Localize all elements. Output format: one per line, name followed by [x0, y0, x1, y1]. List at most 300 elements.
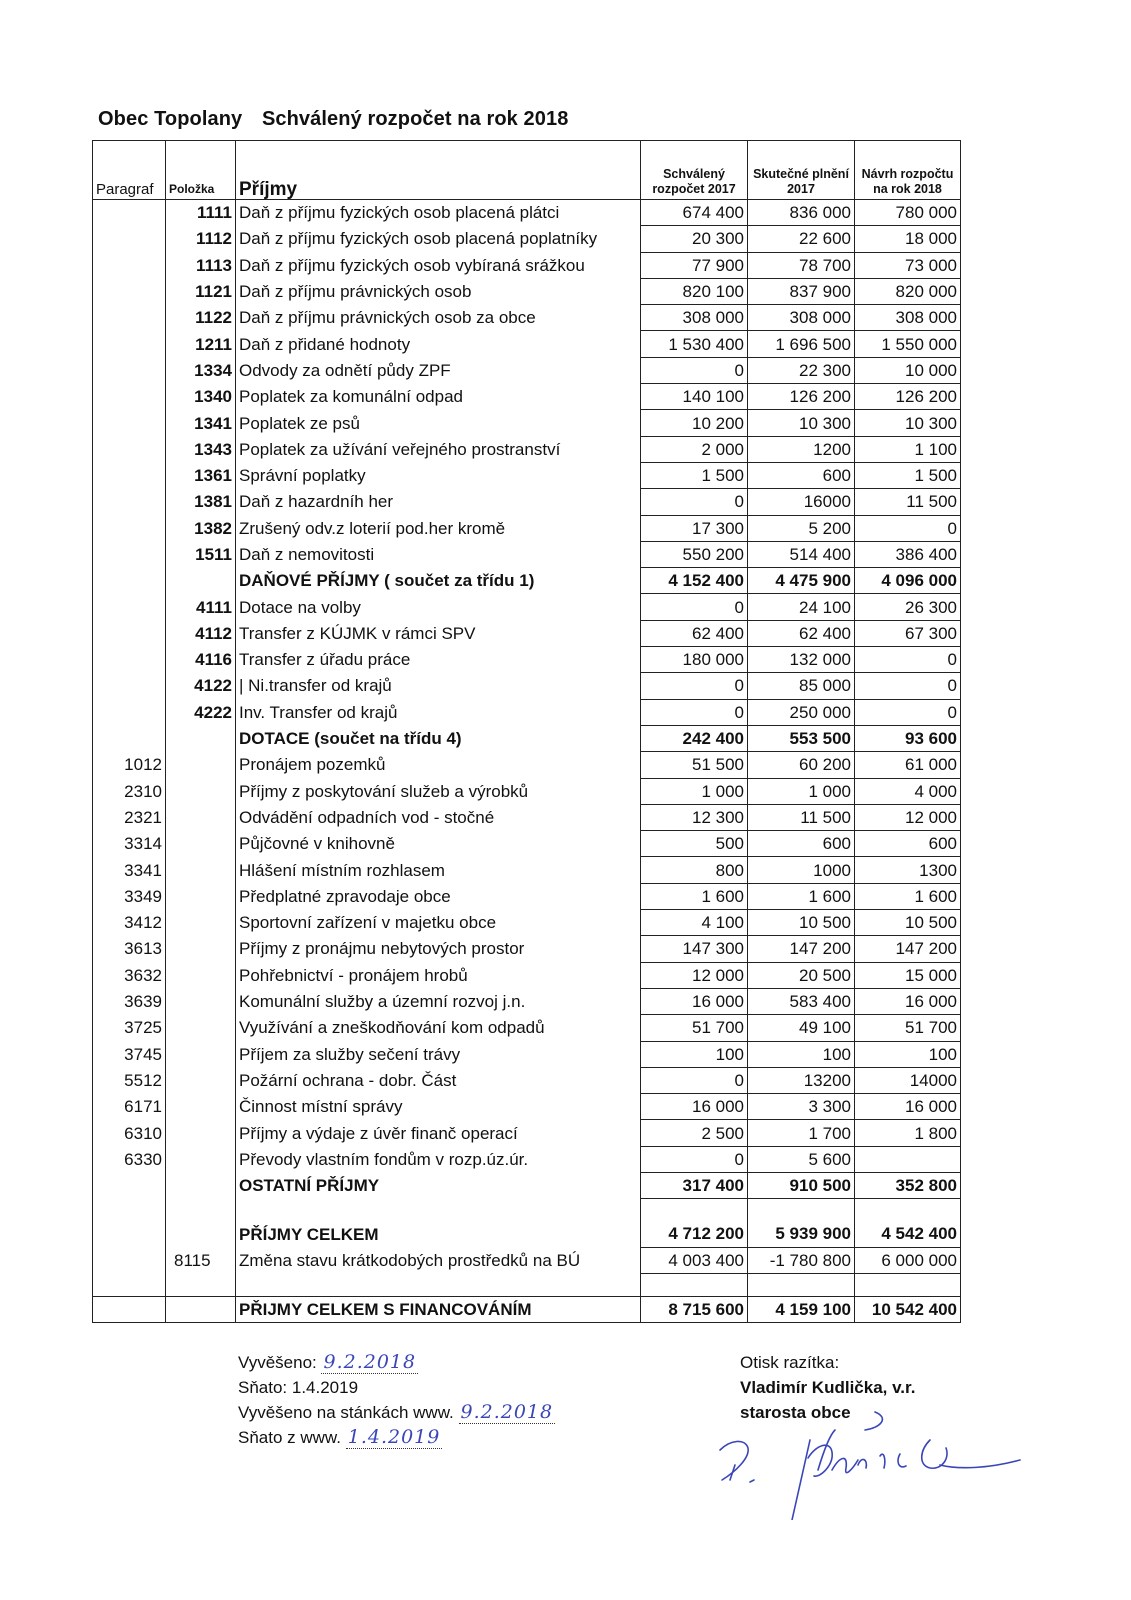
- row-value-2018: 386 400: [855, 541, 961, 567]
- removed-web-line: [238, 1425, 555, 1450]
- row-paragraf: 3613: [93, 936, 166, 962]
- row-name: Odvody za odnětí půdy ZPF: [236, 357, 641, 383]
- row-value-actual-2017: 10 500: [748, 910, 855, 936]
- header-prijmy: Příjmy: [236, 141, 641, 200]
- row-paragraf: [93, 384, 166, 410]
- row-polozka: 4122: [166, 673, 236, 699]
- row-polozka: [166, 988, 236, 1014]
- row-value-2018: 352 800: [855, 1172, 961, 1198]
- row-paragraf: [93, 305, 166, 331]
- row-value-2017: 0: [641, 1067, 748, 1093]
- row-value-actual-2017: 147 200: [748, 936, 855, 962]
- row-name: Převody vlastním fondům v rozp.úz.úr.: [236, 1146, 641, 1172]
- row-paragraf: 3341: [93, 857, 166, 883]
- row-value-actual-2017: 126 200: [748, 384, 855, 410]
- row-name: Příjmy a výdaje z úvěr finanč operací: [236, 1120, 641, 1146]
- row-value-actual-2017: 78 700: [748, 252, 855, 278]
- grand-total-actual-2017: 4 159 100: [748, 1296, 855, 1322]
- row-paragraf: 2310: [93, 778, 166, 804]
- row-polozka: [166, 1015, 236, 1041]
- table-row: [93, 1120, 961, 1146]
- row-name: Transfer z úřadu práce: [236, 647, 641, 673]
- totals-body: [93, 1199, 961, 1323]
- table-row: [93, 857, 961, 883]
- row-value-2017: 16 000: [641, 1094, 748, 1120]
- row-value-actual-2017: 16000: [748, 489, 855, 515]
- row-polozka: [166, 962, 236, 988]
- header-schvaleny-2017: Schválený rozpočet 2017: [641, 141, 748, 200]
- row-paragraf: [93, 699, 166, 725]
- row-value-actual-2017: 1 000: [748, 778, 855, 804]
- total-label: PŘÍJMY CELKEM: [236, 1221, 641, 1247]
- row-name: Správní poplatky: [236, 462, 641, 488]
- row-name: Komunální služby a územní rozvoj j.n.: [236, 988, 641, 1014]
- row-value-actual-2017: 24 100: [748, 594, 855, 620]
- row-value-2017: 308 000: [641, 305, 748, 331]
- row-name: DAŇOVÉ PŘÍJMY ( součet za třídu 1): [236, 568, 641, 594]
- removed-line: Sňato: 1.4.2019: [238, 1378, 359, 1397]
- row-name: Požární ochrana - dobr. Část: [236, 1067, 641, 1093]
- row-value-2017: 1 000: [641, 778, 748, 804]
- row-value-2018: 16 000: [855, 988, 961, 1014]
- total-value-actual-2017: 5 939 900: [748, 1221, 855, 1247]
- budget-table: [92, 140, 961, 1323]
- row-polozka: [166, 804, 236, 830]
- row-paragraf: 1012: [93, 752, 166, 778]
- row-value-2017: 17 300: [641, 515, 748, 541]
- row-value-actual-2017: 5 200: [748, 515, 855, 541]
- removed-web-date-handwritten: 1.4.2019: [347, 1426, 441, 1448]
- table-row: [93, 699, 961, 725]
- row-polozka: 1341: [166, 410, 236, 436]
- row-polozka: [166, 910, 236, 936]
- row-name: | Ni.transfer od krajů: [236, 673, 641, 699]
- row-value-2018: 14000: [855, 1067, 961, 1093]
- row-polozka: [166, 936, 236, 962]
- row-value-actual-2017: 250 000: [748, 699, 855, 725]
- grand-total-row: [93, 1296, 961, 1322]
- posted-date-handwritten: 9.2.2018: [323, 1351, 417, 1373]
- row-polozka: 1511: [166, 541, 236, 567]
- row-value-2017: 0: [641, 673, 748, 699]
- row-polozka: 4112: [166, 620, 236, 646]
- removed-web-label: Sňato z www.: [238, 1428, 341, 1447]
- row-value-actual-2017: 100: [748, 1041, 855, 1067]
- mayor-title: starosta obce: [740, 1403, 851, 1422]
- row-value-2017: 100: [641, 1041, 748, 1067]
- row-value-2017: 0: [641, 699, 748, 725]
- row-name: Příjem za služby sečení trávy: [236, 1041, 641, 1067]
- table-row: [93, 278, 961, 304]
- row-value-2017: 0: [641, 489, 748, 515]
- row-value-2017: 242 400: [641, 725, 748, 751]
- stamp-label: Otisk razítka:: [740, 1353, 840, 1372]
- row-paragraf: 2321: [93, 804, 166, 830]
- row-value-2018: 126 200: [855, 384, 961, 410]
- row-paragraf: [93, 515, 166, 541]
- row-name: Hlášení místním rozhlasem: [236, 857, 641, 883]
- table-row: [93, 489, 961, 515]
- grand-total-label: PŘIJMY CELKEM S FINANCOVÁNÍM: [236, 1296, 641, 1322]
- table-row: [93, 226, 961, 252]
- row-value-2017: 180 000: [641, 647, 748, 673]
- row-paragraf: [93, 436, 166, 462]
- row-name: Poplatek ze psů: [236, 410, 641, 436]
- row-paragraf: [93, 410, 166, 436]
- change-value-2018: 6 000 000: [855, 1247, 961, 1273]
- row-polozka: [166, 1067, 236, 1093]
- row-paragraf: [93, 331, 166, 357]
- row-value-2018: 600: [855, 831, 961, 857]
- table-row: [93, 988, 961, 1014]
- row-name: Půjčovné v knihovně: [236, 831, 641, 857]
- row-paragraf: 3632: [93, 962, 166, 988]
- document-title: [98, 108, 582, 131]
- row-paragraf: [93, 252, 166, 278]
- budget-title: Schválený rozpočet na rok 2018: [261, 108, 569, 130]
- row-paragraf: 5512: [93, 1067, 166, 1093]
- row-polozka: 1361: [166, 462, 236, 488]
- handwritten-signature: [690, 1410, 1030, 1520]
- row-name: Daň z příjmu fyzických osob placená plátci: [236, 200, 641, 226]
- row-value-actual-2017: 4 475 900: [748, 568, 855, 594]
- table-row: [93, 568, 961, 594]
- row-polozka: 1113: [166, 252, 236, 278]
- table-row: [93, 620, 961, 646]
- table-row: [93, 936, 961, 962]
- row-value-2017: 12 300: [641, 804, 748, 830]
- row-polozka: [166, 1172, 236, 1198]
- row-name: Dotace na volby: [236, 594, 641, 620]
- posted-web-line: [238, 1400, 555, 1425]
- row-value-2018: 0: [855, 699, 961, 725]
- row-name: OSTATNÍ PŘÍJMY: [236, 1172, 641, 1198]
- total-row: [93, 1221, 961, 1247]
- row-value-2018: 0: [855, 647, 961, 673]
- grand-total-2018: 10 542 400: [855, 1296, 961, 1322]
- table-row: [93, 673, 961, 699]
- header-paragraf: Paragraf: [93, 141, 166, 200]
- row-value-2017: 2 000: [641, 436, 748, 462]
- municipality-name: Obec Topolany: [98, 108, 243, 130]
- row-value-2018: 0: [855, 673, 961, 699]
- row-value-2017: 317 400: [641, 1172, 748, 1198]
- row-value-2017: 1 600: [641, 883, 748, 909]
- row-polozka: [166, 752, 236, 778]
- row-paragraf: [93, 226, 166, 252]
- table-row: [93, 357, 961, 383]
- row-value-actual-2017: 553 500: [748, 725, 855, 751]
- row-value-2017: 800: [641, 857, 748, 883]
- row-polozka: 1121: [166, 278, 236, 304]
- row-paragraf: 3349: [93, 883, 166, 909]
- row-value-actual-2017: 837 900: [748, 278, 855, 304]
- row-value-2018: 10 300: [855, 410, 961, 436]
- row-paragraf: 3314: [93, 831, 166, 857]
- row-value-2018: 16 000: [855, 1094, 961, 1120]
- row-value-2017: 674 400: [641, 200, 748, 226]
- row-polozka: [166, 1041, 236, 1067]
- row-name: Činnost místní správy: [236, 1094, 641, 1120]
- total-value-2018: 4 542 400: [855, 1221, 961, 1247]
- row-value-2018: 780 000: [855, 200, 961, 226]
- row-polozka: 1382: [166, 515, 236, 541]
- table-body: [93, 200, 961, 1199]
- table-row: [93, 515, 961, 541]
- row-value-actual-2017: 600: [748, 462, 855, 488]
- row-value-actual-2017: 20 500: [748, 962, 855, 988]
- table-row: [93, 1094, 961, 1120]
- row-name: Daň z přidané hodnoty: [236, 331, 641, 357]
- row-value-2017: 0: [641, 594, 748, 620]
- row-value-2017: 77 900: [641, 252, 748, 278]
- table-row: [93, 962, 961, 988]
- row-value-actual-2017: 514 400: [748, 541, 855, 567]
- row-value-2017: 500: [641, 831, 748, 857]
- row-value-2018: 308 000: [855, 305, 961, 331]
- row-paragraf: [93, 200, 166, 226]
- row-value-2018: 147 200: [855, 936, 961, 962]
- row-name: Inv. Transfer od krajů: [236, 699, 641, 725]
- row-value-2018: 18 000: [855, 226, 961, 252]
- row-paragraf: 3412: [93, 910, 166, 936]
- row-value-2017: 62 400: [641, 620, 748, 646]
- row-value-actual-2017: 132 000: [748, 647, 855, 673]
- row-paragraf: 6171: [93, 1094, 166, 1120]
- row-name: Daň z hazardníh her: [236, 489, 641, 515]
- row-name: Příjmy z pronájmu nebytových prostor: [236, 936, 641, 962]
- row-value-actual-2017: 1200: [748, 436, 855, 462]
- row-polozka: 4222: [166, 699, 236, 725]
- change-row: [93, 1247, 961, 1273]
- row-paragraf: [93, 357, 166, 383]
- table-row: [93, 1015, 961, 1041]
- table-row: [93, 804, 961, 830]
- row-value-2017: 4 100: [641, 910, 748, 936]
- row-value-2018: 10 000: [855, 357, 961, 383]
- table-row: [93, 1172, 961, 1198]
- row-value-2018: 100: [855, 1041, 961, 1067]
- posted-label: Vyvěšeno:: [238, 1353, 317, 1372]
- row-value-actual-2017: 583 400: [748, 988, 855, 1014]
- row-paragraf: [93, 594, 166, 620]
- row-value-2017: 20 300: [641, 226, 748, 252]
- row-name: Poplatek za komunální odpad: [236, 384, 641, 410]
- row-value-2017: 550 200: [641, 541, 748, 567]
- table-row: [93, 200, 961, 226]
- row-polozka: [166, 1146, 236, 1172]
- row-name: Příjmy z poskytování služeb a výrobků: [236, 778, 641, 804]
- table-row: [93, 252, 961, 278]
- row-paragraf: 6310: [93, 1120, 166, 1146]
- row-name: Předplatné zpravodaje obce: [236, 883, 641, 909]
- row-polozka: 1381: [166, 489, 236, 515]
- row-value-actual-2017: 3 300: [748, 1094, 855, 1120]
- row-value-actual-2017: 1 696 500: [748, 331, 855, 357]
- row-paragraf: [93, 278, 166, 304]
- row-polozka: [166, 1094, 236, 1120]
- row-value-actual-2017: 600: [748, 831, 855, 857]
- mayor-name: Vladimír Kudlička, v.r.: [740, 1378, 916, 1397]
- row-value-2017: 2 500: [641, 1120, 748, 1146]
- row-value-actual-2017: 11 500: [748, 804, 855, 830]
- row-value-2017: 4 152 400: [641, 568, 748, 594]
- row-value-2017: 12 000: [641, 962, 748, 988]
- row-value-2018: 15 000: [855, 962, 961, 988]
- row-paragraf: [93, 1172, 166, 1198]
- row-value-2017: 51 700: [641, 1015, 748, 1041]
- row-value-2017: 140 100: [641, 384, 748, 410]
- row-value-actual-2017: 10 300: [748, 410, 855, 436]
- row-value-2017: 147 300: [641, 936, 748, 962]
- row-value-2017: 0: [641, 1146, 748, 1172]
- table-header: [93, 141, 961, 200]
- row-paragraf: 3639: [93, 988, 166, 1014]
- row-name: Daň z příjmu právnických osob za obce: [236, 305, 641, 331]
- row-polozka: 1343: [166, 436, 236, 462]
- row-value-2018: 1300: [855, 857, 961, 883]
- header-navrh-2018: Návrh rozpočtu na rok 2018: [855, 141, 961, 200]
- row-paragraf: [93, 725, 166, 751]
- header-skutecne-2017: Skutečné plnění 2017: [748, 141, 855, 200]
- row-polozka: 4111: [166, 594, 236, 620]
- row-value-actual-2017: 1 600: [748, 883, 855, 909]
- row-name: Pohřebnictví - pronájem hrobů: [236, 962, 641, 988]
- row-value-actual-2017: 836 000: [748, 200, 855, 226]
- row-paragraf: [93, 647, 166, 673]
- row-value-actual-2017: 60 200: [748, 752, 855, 778]
- row-paragraf: 3745: [93, 1041, 166, 1067]
- row-value-2017: 1 500: [641, 462, 748, 488]
- row-name: Zrušený odv.z loterií pod.her kromě: [236, 515, 641, 541]
- row-value-actual-2017: 1 700: [748, 1120, 855, 1146]
- table-row: [93, 752, 961, 778]
- row-value-actual-2017: 22 600: [748, 226, 855, 252]
- table-row: [93, 410, 961, 436]
- row-polozka: 1211: [166, 331, 236, 357]
- posted-web-label: Vyvěšeno na stánkách www.: [238, 1403, 454, 1422]
- row-name: Daň z příjmu fyzických osob vybíraná srážkou: [236, 252, 641, 278]
- row-name: Sportovní zařízení v majetku obce: [236, 910, 641, 936]
- change-polozka: 8115: [166, 1247, 236, 1273]
- row-value-actual-2017: 5 600: [748, 1146, 855, 1172]
- row-value-2018: 1 600: [855, 883, 961, 909]
- spacer-row: [93, 1199, 961, 1222]
- row-paragraf: [93, 462, 166, 488]
- row-value-actual-2017: 62 400: [748, 620, 855, 646]
- row-value-2018: 1 100: [855, 436, 961, 462]
- table-row: [93, 462, 961, 488]
- posted-line: [238, 1350, 555, 1375]
- row-name: Odvádění odpadních vod - stočné: [236, 804, 641, 830]
- row-polozka: [166, 857, 236, 883]
- row-value-2017: 16 000: [641, 988, 748, 1014]
- row-value-2018: 4 000: [855, 778, 961, 804]
- row-value-2018: 1 800: [855, 1120, 961, 1146]
- row-value-2017: 820 100: [641, 278, 748, 304]
- row-value-2018: 93 600: [855, 725, 961, 751]
- table-row: [93, 778, 961, 804]
- row-polozka: [166, 778, 236, 804]
- row-polozka: 1334: [166, 357, 236, 383]
- row-name: Využívání a zneškodňování kom odpadů: [236, 1015, 641, 1041]
- row-value-2018: 73 000: [855, 252, 961, 278]
- row-name: Daň z příjmu fyzických osob placená poplatníky: [236, 226, 641, 252]
- row-name: DOTACE (součet na třídu 4): [236, 725, 641, 751]
- row-name: Daň z příjmu právnických osob: [236, 278, 641, 304]
- row-polozka: [166, 568, 236, 594]
- row-name: Daň z nemovitosti: [236, 541, 641, 567]
- row-polozka: [166, 725, 236, 751]
- row-polozka: 1111: [166, 200, 236, 226]
- table-row: [93, 910, 961, 936]
- table-row: [93, 541, 961, 567]
- row-value-2017: 1 530 400: [641, 331, 748, 357]
- row-polozka: 1340: [166, 384, 236, 410]
- row-polozka: 4116: [166, 647, 236, 673]
- posting-info: [238, 1350, 555, 1450]
- table-row: [93, 725, 961, 751]
- row-value-2017: 0: [641, 357, 748, 383]
- row-paragraf: [93, 541, 166, 567]
- row-polozka: [166, 883, 236, 909]
- row-value-2018: 26 300: [855, 594, 961, 620]
- row-value-2018: 11 500: [855, 489, 961, 515]
- table-row: [93, 436, 961, 462]
- row-value-2018: 1 550 000: [855, 331, 961, 357]
- row-polozka: 1122: [166, 305, 236, 331]
- row-value-2018: 12 000: [855, 804, 961, 830]
- row-value-actual-2017: 22 300: [748, 357, 855, 383]
- row-name: Pronájem pozemků: [236, 752, 641, 778]
- row-value-2018: 51 700: [855, 1015, 961, 1041]
- row-value-2018: 10 500: [855, 910, 961, 936]
- header-polozka: Položka: [166, 141, 236, 200]
- row-paragraf: [93, 673, 166, 699]
- table-row: [93, 1067, 961, 1093]
- table-row: [93, 831, 961, 857]
- row-paragraf: 6330: [93, 1146, 166, 1172]
- row-name: Transfer z KÚJMK v rámci SPV: [236, 620, 641, 646]
- row-paragraf: [93, 620, 166, 646]
- change-value-actual-2017: -1 780 800: [748, 1247, 855, 1273]
- table-row: [93, 647, 961, 673]
- posted-web-date-handwritten: 9.2.2018: [460, 1401, 554, 1423]
- row-value-2018: 1 500: [855, 462, 961, 488]
- row-value-actual-2017: 49 100: [748, 1015, 855, 1041]
- row-polozka: [166, 831, 236, 857]
- row-value-2018: 67 300: [855, 620, 961, 646]
- row-value-actual-2017: 910 500: [748, 1172, 855, 1198]
- row-value-2017: 10 200: [641, 410, 748, 436]
- row-polozka: [166, 1120, 236, 1146]
- spacer-row: [93, 1273, 961, 1296]
- table-row: [93, 883, 961, 909]
- table-row: [93, 305, 961, 331]
- table-row: [93, 384, 961, 410]
- row-value-actual-2017: 85 000: [748, 673, 855, 699]
- row-paragraf: [93, 568, 166, 594]
- row-paragraf: 3725: [93, 1015, 166, 1041]
- row-name: Poplatek za užívání veřejného prostranství: [236, 436, 641, 462]
- budget-table-wrapper: [92, 140, 960, 1323]
- row-value-actual-2017: 308 000: [748, 305, 855, 331]
- row-value-actual-2017: 13200: [748, 1067, 855, 1093]
- row-value-2018: 0: [855, 515, 961, 541]
- table-row: [93, 594, 961, 620]
- row-value-2018: [855, 1146, 961, 1172]
- table-row: [93, 331, 961, 357]
